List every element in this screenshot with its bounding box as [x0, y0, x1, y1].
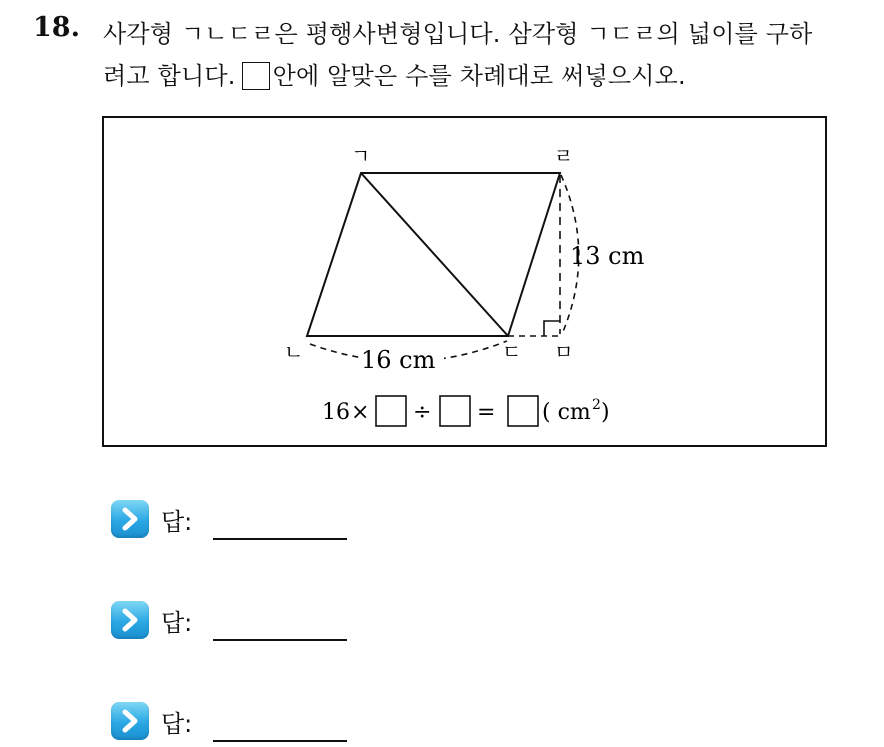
question-text-before-box: 려고 합니다. — [103, 62, 236, 90]
question-text-line-2 — [103, 56, 686, 91]
parallelogram-diagram — [104, 118, 829, 449]
base-length-label: 16 cm — [361, 346, 436, 374]
height-length-label: 13 cm — [570, 242, 645, 270]
formula-blank-1[interactable] — [376, 396, 406, 426]
answer-label: 답: — [161, 710, 193, 738]
vertex-label-d: ㄷ — [502, 340, 522, 364]
vertex-label-m: ㅁ — [554, 340, 574, 364]
formula-unit-exponent: 2 — [592, 397, 601, 413]
chevron-right-icon — [111, 601, 149, 639]
formula-lead-number: 16 — [322, 400, 350, 425]
area-formula — [322, 396, 610, 426]
formula-blank-2[interactable] — [440, 396, 470, 426]
answer-label: 답: — [161, 609, 193, 637]
formula-close-paren: ) — [601, 400, 610, 425]
answer-blank-line[interactable] — [213, 639, 347, 641]
formula-unit: ( cm — [542, 400, 591, 425]
vertex-label-n: ㄴ — [284, 340, 304, 364]
chevron-right-icon — [111, 500, 149, 538]
question-text-after-box: 안에 알맞은 수를 차례대로 써넣으시오. — [272, 62, 686, 90]
formula-divide: ÷ — [413, 400, 432, 425]
vertex-label-r: ㄹ — [554, 144, 574, 168]
question-number: 18. — [33, 12, 80, 43]
diagonal-line — [361, 173, 508, 336]
formula-blank-3[interactable] — [508, 396, 538, 426]
answer-blank-line[interactable] — [213, 538, 347, 540]
formula-times: × — [351, 400, 370, 425]
answer-label: 답: — [161, 508, 193, 536]
answer-blank-line[interactable] — [213, 740, 347, 742]
chevron-right-icon — [111, 702, 149, 740]
figure-panel — [102, 116, 827, 447]
vertex-label-g: ㄱ — [351, 144, 371, 168]
question-text-line-1: 사각형 ㄱㄴㄷㄹ은 평행사변형입니다. 삼각형 ㄱㄷㄹ의 넓이를 구하 — [103, 20, 813, 48]
formula-equals: = — [477, 400, 496, 425]
blank-box-icon — [242, 62, 270, 90]
right-angle-mark — [544, 321, 560, 336]
